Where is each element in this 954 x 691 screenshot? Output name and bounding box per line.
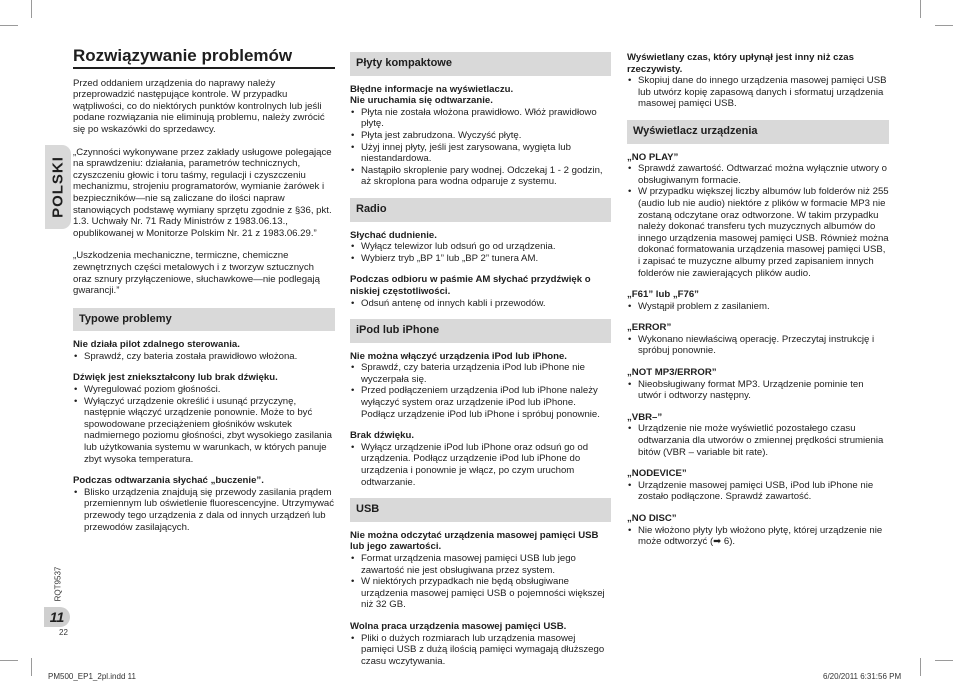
section-ipod	[350, 319, 611, 488]
problem-question: Podczas odbioru w paśmie AM słychać przydźwięk o niskiej częstotliwości.	[350, 274, 591, 297]
problem-question: „ERROR”	[627, 322, 672, 334]
solution-item: • Wybierz tryb „BP 1” lub „BP 2” tunera AM.	[350, 253, 611, 265]
problem-question: Podczas odtwarzania słychać „buczenie”.	[73, 475, 264, 487]
language-label: POLSKI	[49, 156, 67, 218]
problem-block	[73, 339, 335, 362]
column-middle	[350, 52, 611, 677]
section-plyty	[350, 52, 611, 188]
doc-code-text: RQT9537	[53, 566, 63, 602]
page-number-small: 22	[59, 628, 68, 637]
crop-mark	[935, 660, 953, 661]
problem-question: Słychać dudnienie.	[350, 229, 437, 241]
solution-item: • Nieobsługiwany format MP3. Urządzenie pominie ten utwór i odtworzy następny.	[627, 379, 889, 402]
solution-item: • Wyłącz urządzenie iPod lub iPhone oraz odsuń go od urządzenia. Podłącz urządzenie iPod lub iPhone do urządzenia i ponownie je włącz, po czym uruchom odtwarzanie.	[350, 442, 611, 488]
title-underline	[73, 67, 335, 69]
crop-mark	[31, 0, 32, 18]
solution-item: • Blisko urządzenia znajdują się przewody zasilania prądem przemiennym lub oświetlenie fluorescencyjne. Utrzymywać przewody tego urządzenia z dala od innych urządzeń lub przewodów zasilających.	[73, 487, 335, 533]
page-title: Rozwiązywanie problemów	[73, 46, 293, 65]
section-usb-continued	[627, 52, 889, 110]
problem-block	[350, 351, 611, 421]
doc-code	[52, 560, 64, 608]
solution-list	[350, 553, 611, 611]
problem-question: „NO PLAY”	[627, 151, 679, 163]
solution-item: • Urządzenie masowej pamięci USB, iPod lub iPhone nie zostało podłączone. Sprawdź zawartość.	[627, 480, 889, 503]
problem-question: „NODEVICE”	[627, 468, 687, 480]
intro-paragraph: „Czynności wykonywane przez zakłady usługowe polegające na sprawdzeniu: działania, parametrów technicznych, czyszczeniu głowic i toru taśmy, regulacji i czyszczeniu mechanizmu, strojeniu programatorów, wymianie żarówek i bezpieczników—nie są zaliczane do ilości napraw stanowiących podstawę wymiany sprzętu zgodnie z §36, pkt. 1.3. Uchwały Nr. 71 Rady Ministrów z 1983.06.13., opublikowanej w Monitorze Polskim Nr. 21 z 1983.06.29.”	[73, 146, 332, 239]
section-heading: Wyświetlacz urządzenia	[627, 120, 889, 144]
problem-block	[350, 530, 611, 611]
solution-list	[627, 480, 889, 503]
problem-question: „NO DISC”	[627, 513, 677, 524]
problem-block	[350, 621, 611, 667]
solution-item: • W przypadku większej liczby albumów lub folderów niż 255 (audio lub nie audio) niektóre z plików w formacie MP3 nie zostaną odczytane oraz odtworzone. W takim przypadku należy dokonać transferu tych muzycznych albumów do innego urządzenia masowej pamięci USB. Również można dokonać formatowania urządzenia masowej pamięci USB, i zapisać te muzyczne albumy przed zapisaniem innych folderów nie zawierających plików audio.	[627, 186, 889, 279]
problem-question: Nie można odczytać urządzenia masowej pamięci USB lub jego zawartości.	[350, 529, 599, 553]
section-radio	[350, 198, 611, 309]
solution-item: • Przed podłączeniem urządzenia iPod lub iPhone należy wyłączyć system oraz urządzenie iPod lub iPhone. Podłącz urządzenie iPod lub iPhone i spróbuj ponownie.	[350, 385, 611, 420]
page-number-badge: 11	[44, 607, 70, 627]
solution-item: • Sprawdź, czy bateria została prawidłowo włożona.	[73, 351, 335, 363]
solution-item: • Wyłączyć urządzenie określić i usunąć przyczynę, następnie włączyć urządzenie ponownie. Może to być spowodowane przeciążeniem głośników wskutek nadmiernego poziomu głośności, zbyt wysokiego zasilania lub użytkowania systemu w warunkach, w których panuje zbyt wysoka temperatura.	[73, 396, 335, 466]
solution-list	[627, 334, 889, 357]
solution-list	[350, 107, 611, 188]
solution-list	[627, 423, 889, 458]
problem-question: Nie można włączyć urządzenia iPod lub iPhone.	[350, 350, 567, 362]
problem-question: Wolna praca urządzenia masowej pamięci USB.	[350, 620, 567, 632]
solution-item: • Urządzenie nie może wyświetlić pozostałego czasu odtwarzania dla utworów o zmiennej prędkości strumienia bitów (VBR – variable bit rate).	[627, 423, 889, 458]
language-tab	[45, 145, 71, 229]
solution-list	[627, 163, 889, 279]
solution-item: • Wyregulować poziom głośności.	[73, 384, 335, 396]
solution-item: • Format urządzenia masowej pamięci USB lub jego zawartość nie jest obsługiwana przez system.	[350, 553, 611, 576]
problem-block	[627, 152, 889, 280]
solution-list	[350, 633, 611, 668]
solution-list	[73, 384, 335, 465]
solution-list	[627, 301, 889, 313]
solution-list	[627, 75, 889, 110]
solution-item: • W niektórych przypadkach nie będą obsługiwane urządzenia masowej pamięci USB o pojemności większej niż 32 GB.	[350, 576, 611, 611]
problem-block	[350, 274, 611, 309]
problem-question: Błędne informacje na wyświetlaczu. Nie uruchamia się odtwarzanie.	[350, 83, 514, 107]
solution-item: • Nie włożono płyty lyb włożono płytę, której urządzenie nie może odtworzyć (➡ 6).	[627, 525, 889, 548]
solution-list	[73, 487, 335, 533]
solution-list	[350, 298, 611, 310]
footer-date: 6/20/2011 6:31:56 PM	[823, 672, 902, 681]
crop-mark	[920, 0, 921, 18]
section-heading: iPod lub iPhone	[350, 319, 611, 343]
section-usb	[350, 498, 611, 667]
solution-item: • Skopiuj dane do innego urządzenia masowej pamięci USB lub utwórz kopię zapasową danych i sformatuj urządzenia masowej pamięci USB.	[627, 75, 889, 110]
problem-question: „NOT MP3/ERROR”	[627, 367, 717, 379]
solution-item: • Płyta jest zabrudzona. Wyczyść płytę.	[350, 130, 611, 142]
solution-list	[350, 241, 611, 264]
intro-paragraph: Przed oddaniem urządzenia do naprawy należy przeprowadzić następujące kontrole. W przypadku wątpliwości, co do niektórych punktów kontrolnych lub jeśli podane rozwiązania nie eliminują problemu, należy zwrócić się po wskazówki do sprzedawcy.	[73, 77, 325, 135]
problem-block	[627, 322, 889, 357]
problem-block	[627, 367, 889, 402]
problem-question: Dźwięk jest zniekształcony lub brak dźwięku.	[73, 372, 278, 384]
solution-list	[73, 351, 335, 363]
problem-block	[350, 230, 611, 265]
section-heading: USB	[350, 498, 611, 522]
solution-item: • Wyłącz telewizor lub odsuń go od urządzenia.	[350, 241, 611, 253]
problem-block	[627, 52, 889, 110]
column-right	[627, 52, 889, 558]
solution-item: • Sprawdź zawartość. Odtwarzać można wyłącznie utwory o obsługiwanym formacie.	[627, 163, 889, 186]
column-left	[73, 46, 335, 543]
problem-block	[627, 468, 889, 503]
solution-item: • Płyta nie została włożona prawidłowo. Włóż prawidłowo płytę.	[350, 107, 611, 130]
section-heading: Typowe problemy	[73, 308, 335, 332]
problem-question: Wyświetlany czas, który upłynął jest inny niż czas rzeczywisty.	[627, 52, 854, 75]
problem-block	[627, 412, 889, 458]
solution-item: • Pliki o dużych rozmiarach lub urządzenia masowej pamięci USB z dużą ilością pamięci wymagają dłuższego czasu wczytywania.	[350, 633, 611, 668]
crop-mark	[0, 660, 18, 661]
section-heading: Płyty kompaktowe	[350, 52, 611, 76]
problem-question: Brak dźwięku.	[350, 430, 414, 442]
problem-question: Nie działa pilot zdalnego sterowania.	[73, 339, 240, 351]
problem-block	[73, 475, 335, 533]
solution-list	[627, 379, 889, 402]
crop-mark	[920, 658, 921, 676]
problem-block	[73, 372, 335, 465]
solution-item: • Użyj innej płyty, jeśli jest zarysowana, wygięta lub niestandardowa.	[350, 142, 611, 165]
problem-block	[350, 430, 611, 488]
intro-paragraph: „Uszkodzenia mechaniczne, termiczne, chemiczne zewnętrznych części metalowych i z tworzyw sztucznych oraz sznury przyłączeniowe, słuchawkowe—nie podlegają gwarancji.”	[73, 250, 320, 297]
problem-block	[350, 84, 611, 188]
solution-item: • Sprawdź, czy bateria urządzenia iPod lub iPhone nie wyczerpała się.	[350, 362, 611, 385]
problem-block	[627, 513, 889, 548]
solution-item: • Wystąpił problem z zasilaniem.	[627, 301, 889, 313]
section-heading: Radio	[350, 198, 611, 222]
section-wyswietlacz	[627, 120, 889, 548]
crop-mark	[31, 658, 32, 676]
solution-list	[350, 362, 611, 420]
section-typowe	[73, 308, 335, 534]
solution-list	[627, 525, 889, 548]
problem-block	[627, 289, 889, 312]
solution-list	[350, 442, 611, 488]
solution-item: • Wykonano niewłaściwą operację. Przeczytaj instrukcję i spróbuj ponownie.	[627, 334, 889, 357]
problem-question: „F61” lub „F76”	[627, 289, 699, 301]
solution-item: • Odsuń antenę od innych kabli i przewodów.	[350, 298, 611, 310]
footer-file: PM500_EP1_2pl.indd 11	[48, 672, 136, 681]
crop-mark	[0, 25, 18, 26]
problem-question: „VBR–”	[627, 411, 663, 423]
solution-item: • Nastąpiło skroplenie pary wodnej. Odczekaj 1 - 2 godzin, aż skroplona para wodna odparuje z systemu.	[350, 165, 611, 188]
crop-mark	[935, 25, 953, 26]
